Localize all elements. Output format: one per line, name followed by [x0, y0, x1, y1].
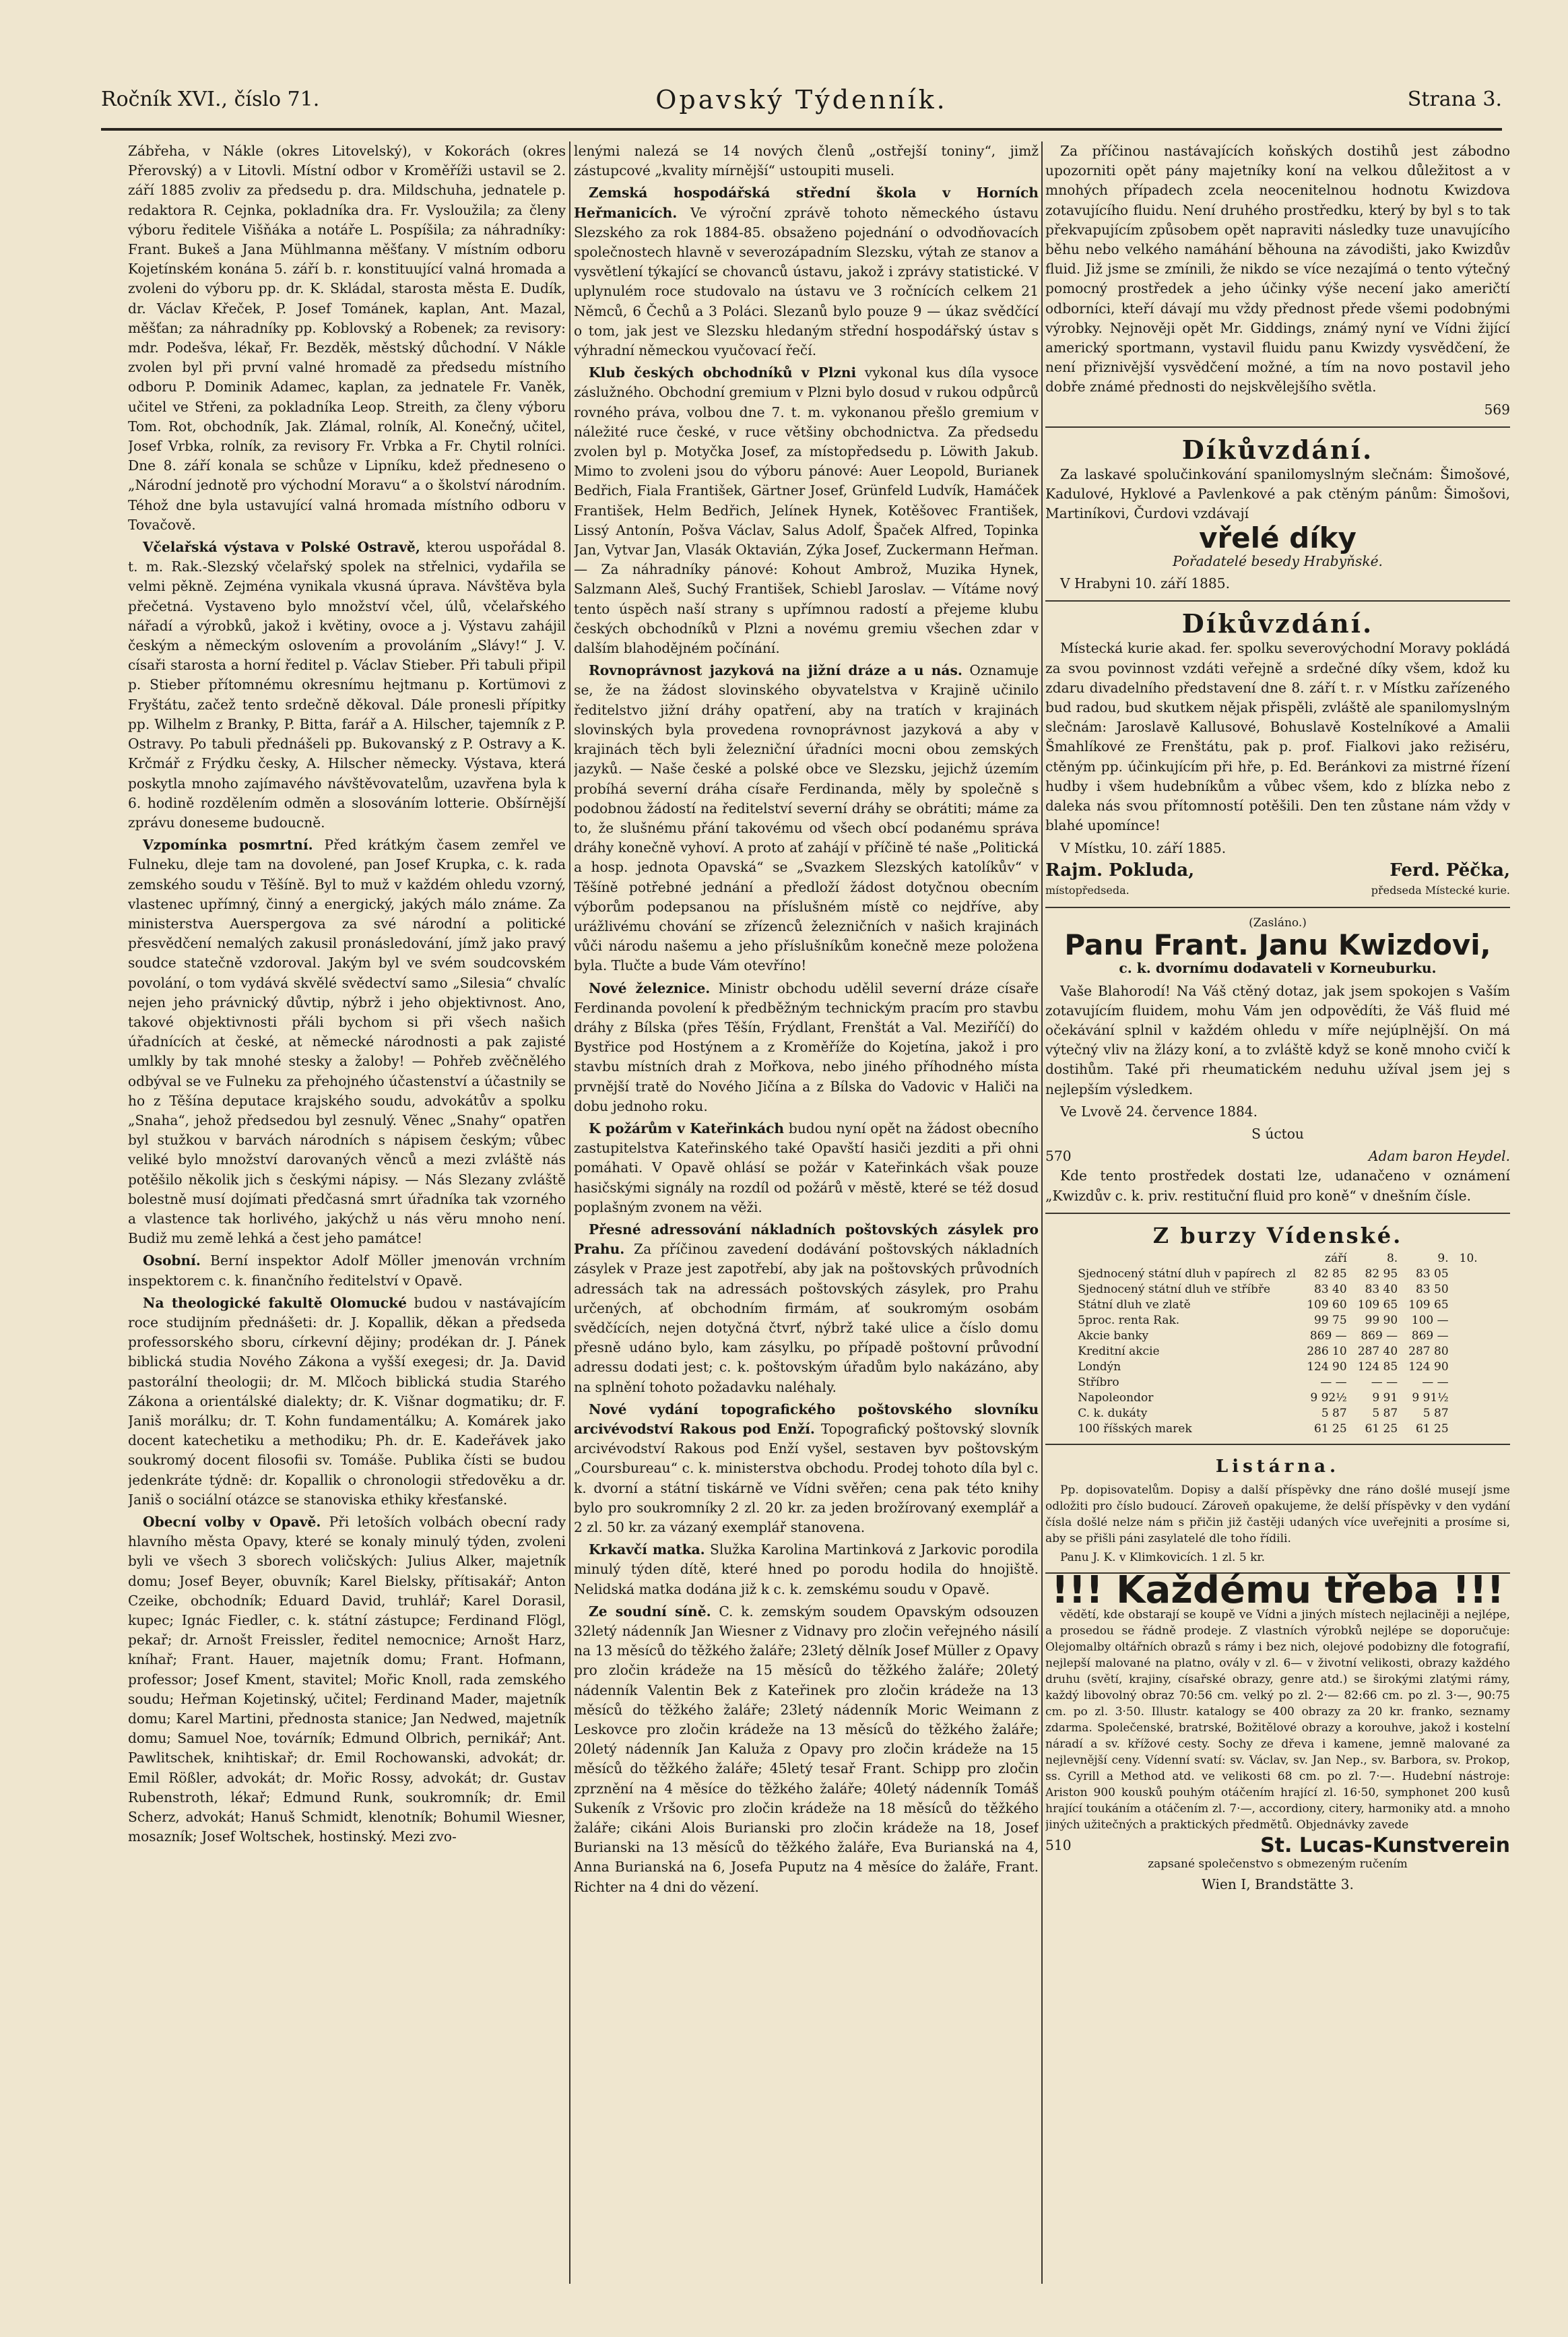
burza-header-cell — [1072, 1251, 1281, 1267]
column-3 — [1045, 141, 1510, 2284]
burza-cell: 61 25 — [1314, 1421, 1347, 1436]
article — [574, 1119, 1039, 1217]
burza-cell: 9 91½ — [1412, 1390, 1449, 1405]
article-heading: Rovnoprávnost jazyková na jižní dráze a u nás. — [589, 662, 962, 679]
article — [128, 538, 566, 833]
burza-cell: 99 75 — [1314, 1313, 1347, 1327]
burza-cell: 9 92½ — [1310, 1390, 1347, 1405]
burza-cell: 83 50 — [1415, 1282, 1449, 1296]
sent-label: (Zasláno.) — [1249, 916, 1307, 930]
article-heading: Nové vydání topografického poštovského slovníku arcivévodství Rakous pod Enží. — [574, 1401, 1039, 1437]
burza-row — [1072, 1267, 1482, 1282]
burza-cell: 5proc. renta Rak. — [1078, 1313, 1180, 1327]
article-heading: Včelařská výstava v Polské Ostravě, — [143, 539, 420, 556]
article — [574, 363, 1039, 658]
article — [128, 1293, 566, 1510]
article-text: Při letoších volbách obecní rady hlavního města Opavy, které se konaly minulý týden, zvoleni byli ve všech 3 sborech voličských: Julius Alker, majetník domu; Josef Beyer, obuvník; Karel Bielsky, přítisakář; Anton Czeike, obchodník; Eduard David, truhlář; Karel Dorasil, kupec; Ignác Fiedler, c. k. státní zástupce; Ferdinand Flögl, pekař; dr. Arnošt Freissler, ředitel nemocnice; Arnošt Harz, kníhař; Frant. Hauer, majetník domu; Frant. Hofmann, professor; Josef Kment, stavitel; Mořic Knoll, rada zemského soudu; Heřman Kojetinský, učitel; Ferdinand Mader, majetník domu; Karel Martini, přednosta stanice; Jan Nedwed, majetník domu; Samuel Noe, továrník; Edmund Olbrich, pernikář; Ant. Pawlitschek, knihtiskař; dr. Emil Rochowanski, advokát; dr. Emil Rößler, advokát; dr. Mořic Rossy, advokát; dr. Gustav Rubenstroth, lékař; Edmund Runk, soukromník; dr. Emil Scherz, advokát; Hanuš Schmidt, klenotník; Bohumil Wiesner, mosazník; Josef Woltschek, hostinský. Mezi zvo- — [128, 1514, 566, 1845]
article-text: Ministr obchodu udělil severní dráze císaře Ferdinanda povolení k předběžným technickým pracím pro stavbu dráhy z Bílska (přes Těšín, Frýdlant, Frenštát a Val. Meziříčí) do Bystřice pod Hostýnem a z Kroměříže do Kojetína, jakož i pro stavbu místních drah z Mořkova, nebo jiného příhodného místa prvnější tratě do Nového Jičína a z Bílska do Vadovic v Haliči na dobu jednoho roku. — [574, 980, 1039, 1114]
burza-row — [1072, 1298, 1482, 1313]
burza-cell: — — — [1371, 1375, 1398, 1389]
burza-row — [1072, 1406, 1482, 1421]
burza-header-row — [1072, 1251, 1482, 1267]
listarna-text: Pp. dopisovatelům. Dopisy a další příspěvky dne ráno došlé musejí jsme odložiti pro číslo budoucí. Zároveň opakujeme, že delší příspěvky v den vydání čísla došlé nelze nám s přičin již častěji udaných více uveřejniti a prosíme si, aby se přišli páni zasylatelé dle toho řídili. — [1045, 1483, 1510, 1546]
burza-row — [1072, 1282, 1482, 1298]
article — [574, 1540, 1039, 1599]
thanks-title: Díkůvzdání. — [1181, 608, 1374, 639]
letter-place: Ve Lvově 24. července 1884. — [1060, 1103, 1258, 1120]
signature-title: předseda Místecké kurie. — [1371, 883, 1510, 897]
burza-cell: Kreditní akcie — [1078, 1344, 1160, 1358]
article-text: budou v nastávajícím roce studijním přednášeti: dr. J. Kopallik, děkan a předseda professorského sboru, církevní dějiny; prodékan dr. J. Pánek biblická studia Nového Zákona a vyšší exegesi; dr. Ja. David pastorální theologii; dr. M. Mlčoch biblická studia Starého Zákona a orientálské dialekty; dr. K. Višnar dogmatiku; dr. F. Janiš morálku; dr. T. Kohn fundamentálku; A. Komárek jako docent katechetiku a methodiku; Ph. dr. E. Kadeřávek jako soukromý docent filosofii sv. Tomáše. Publika čísti se budou jedenkráte týdně: dr. Kopallik o chronologii středověku a dr. Janiš o sociální otázce se stanoviska ethiky křesťanské. — [128, 1294, 566, 1508]
article-text: kterou uspořádal 8. t. m. Rak.-Slezský včelařský spolek na střelnici, vydařila se velmi pěkně. Zejména vynikala vkusná úprava. Návštěva byla přečetná. Vystaveno bylo množství včel, úlů, včelařského nářadí a výrobků, jakož i květiny, ovoce a j. Výstavu zahájil českým a německým oslovením a provoláním „Slávy!“ J. V. císaři starosta a horní ředitel p. Václav Stieber. Při tabuli připil p. Stieber přítomnému okresnímu hejtmanu p. Kortümovi z Fryštátu, začež tento srdečně děkoval. Dále pronesli přípitky pp. Wilhelm z Branky, P. Bitta, farář a A. Hilscher, tajemník z P. Ostravy. Po tabuli přednášeli pp. Bukovanský z P. Ostravy a K. Krčmář z Frýdku česky, A. Hilscher německy. Výstava, která poskytla mnoho zajímavého návštěvovatelům, uzavřena byla k 6. hodině rozdělením odměn a slosováním lotterie. Obšírnější zprávu doneseme budoucně. — [128, 539, 566, 831]
burza-cell: zl — [1286, 1267, 1297, 1281]
burza-cell: Napoleondor — [1078, 1390, 1154, 1405]
burza-cell: — — — [1320, 1375, 1347, 1389]
article-heading: Nové železnice. — [589, 980, 711, 996]
burza-cell: Sjednocený státní dluh v papírech — [1078, 1267, 1276, 1281]
article — [574, 661, 1039, 975]
volume-issue: Ročník XVI., číslo 71. — [101, 88, 320, 111]
burza-cell: Londýn — [1078, 1359, 1121, 1374]
burza-cell: 5 87 — [1423, 1406, 1449, 1420]
page-number: Strana 3. — [1407, 88, 1502, 111]
letter-greeting: S úctou — [1251, 1125, 1304, 1142]
divider — [1045, 426, 1510, 428]
article-heading: K požárům v Kateřinkách — [589, 1120, 785, 1137]
burza-row — [1072, 1328, 1482, 1344]
burza-cell: 61 25 — [1365, 1421, 1398, 1436]
burza-cell: 83 40 — [1365, 1282, 1398, 1296]
column-1 — [128, 141, 566, 2284]
burza-cell: 124 85 — [1357, 1359, 1398, 1374]
letter-title: Panu Frant. Janu Kwizdovi, — [1064, 928, 1491, 962]
article-text: Za příčinou zavedení dodávání poštovských nákladních zásylek v Praze jest zapotřebí, aby jak na poštovských průvodních adressách tak na adressách poštovských zásylek, pro Prahu určených, ať obchodním firmám, ať soukromým osobám svědčících, nejen dotyčná čtvrť, nýbrž také ulice a číslo domu přesně udáno bylo, kam zásylku, po případě poštovní průvodní adressu dodati jest; c. k. poštovským úřadům bylo nakázáno, aby na splnění tohoto požadavku naléhaly. — [574, 1241, 1039, 1395]
burza-row — [1072, 1344, 1482, 1359]
burza-cell — [1281, 1421, 1301, 1437]
burza-row — [1072, 1313, 1482, 1328]
page-header — [101, 81, 1502, 131]
burza-header-cell: 10. — [1459, 1251, 1478, 1265]
burza-cell: 287 40 — [1357, 1344, 1398, 1358]
burza-cell: Sjednocený státní dluh ve stříbře — [1078, 1282, 1271, 1296]
burza-title: Z burzy Vídenské. — [1152, 1222, 1403, 1248]
burza-cell: 109 65 — [1408, 1298, 1449, 1312]
listarna-reply: Panu J. K. v Klimkovicích. 1 zl. 5 kr. — [1060, 1551, 1266, 1565]
article-text: Služka Karolina Martinková z Jarkovic porodila minulý týden dítě, které hned po porodu hodila do hnojiště. Nelidská matka dodána již k c. k. zemskému soudu v Opavě. — [574, 1541, 1039, 1597]
burza-cell: 83 05 — [1415, 1267, 1449, 1281]
thanks-place: V Hrabyni 10. září 1885. — [1060, 575, 1230, 592]
letter-signature: Adam baron Heydel. — [1369, 1148, 1510, 1165]
advert-firm-sub: zapsané společenstvo s obmezeným ručením — [1148, 1857, 1408, 1871]
article-heading: Zemská hospodářská střední škola v Horních Heřmanicích. — [574, 185, 1039, 221]
burza-cell: 100 — — [1411, 1313, 1449, 1327]
article-text: Ve výroční zprávě tohoto německého ústavu Slezského za rok 1884-85. obsaženo pojednání o odvodňovacích společnostech hlavně v severozápadním Slezsku, výtah ze stanov a vysvětlení týkající se chovanců ústavu, jakož i zprávy statistické. V uplynulém roce studovalo na ústavu ve 3 ročnících celkem 21 Němců, 6 Čechů a 3 Poláci. Slezanů bylo pouze 9 — úkaz svědčící o tom, jak jest ve Slezsku hledaným střední hospodářský ústav s výhradní německou vyučovací řečí. — [574, 204, 1039, 359]
ad-number: 510 — [1045, 1837, 1072, 1854]
letter-text: Vaše Blahorodí! Na Váš ctěný dotaz, jak jsem spokojen s Vaším zotavujícím fluidem, mohu Vám jen odpovědíti, že Váš fluid mé očekávání splnil v každém ohledu v míře nejúplnější. On má výtečný vliv na žlázy koní, a to zvláště když se koně mnoho cvičí k dostihům. Také při rheumatickém neduhu užíval jsem jej s nejlepším výsledkem. — [1045, 982, 1510, 1097]
burza-table — [1072, 1251, 1482, 1437]
burza-cell: 124 90 — [1307, 1359, 1347, 1374]
article-text: Oznamuje se, že na žádost slovinského obyvatelstva v Krajině učinilo ředitelstvo jižní dráhy opatření, aby na tratích v krajinách slovinských byla provedena rovnoprávnost jazyková a aby v krajinách těch byli železniční úřadníci mocni obou zemských jazyků. — Naše české a polské obce ve Slezsku, jejichž územím probíhá severní dráha císaře Ferdinanda, měly by společně s podobnou žádostí na ředitelství severní dráhy se obrátiti; máme za to, že slušnému přání takovému od všech obcí podanému správa dráhy konečně vyhoví. A proto ať zahájí v příčině té naše „Politická a hosp. jednota Opavská“ se „Svazkem Slezských katolíkův“ v Těšíně potřebné jednání a předloží žádost dotyčnou obecním výborům podepsanou na příslušném místě co nejdříve, aby urážlivému chování se zřízenců železničních v našich krajinách vůči národu našemu a jeho příslušníkům konečně meze položena byla. Tlučte a bude Vám otevříno! — [574, 662, 1039, 974]
burza-header-cell: 9. — [1437, 1251, 1449, 1265]
column-rule — [569, 141, 570, 2284]
article-text: C. k. zemským soudem Opavským odsouzen 32letý nádenník Jan Wiesner z Vidnavy pro zločin veřejného násilí na 13 měsíců do těžkého žaláře; 23letý dělník Josef Müller z Opavy pro zločin krádeže na 15 měsíců do těžkého žaláře; 20letý nádenník Valentin Bek z Kateřinek pro zločin krádeže na 13 měsíců do těžkého žaláře; 23letý nádenník Moric Weimann z Leskovce pro zločin krádeže na 13 měsíců do těžkého žaláře; 20letý nádenník Jan Kaluža z Opavy pro zločin krádeže na 15 měsíců do těžkého žaláře; 45letý tesař Frant. Schipp pro zločin zprznění na 4 měsíce do těžkého žaláře; 40letý nádenník Tomáš Sukeník z Vršovic pro zločin krádeže na 18 měsíců do těžkého žaláře; cikáni Alois Burianski pro zločin krádeže na 18, Josef Burianski na 13 měsíců do těžkého žaláře, Eva Burianská na 4, Anna Burianská na 6, Josefa Puputz na 4 měsíce do žaláře, Frant. Richter na 4 dni do vězení. — [574, 1603, 1039, 1895]
burza-cell: 61 25 — [1415, 1421, 1449, 1436]
listarna-title: Listárna. — [1215, 1456, 1340, 1477]
burza-cell: 99 90 — [1365, 1313, 1398, 1327]
burza-header-cell: 8. — [1386, 1251, 1398, 1265]
burza-cell: 9 91 — [1372, 1390, 1398, 1405]
column-2 — [574, 141, 1039, 2284]
burza-cell — [1281, 1282, 1301, 1298]
burza-cell: 83 40 — [1314, 1282, 1347, 1296]
article-heading: Krkavčí matka. — [589, 1541, 705, 1558]
burza-cell — [1281, 1375, 1301, 1390]
article-text: Před krátkým časem zemřel ve Fulneku, dleje tam na dovolené, pan Josef Krupka, c. k. rada zemského soudu v Těšíně. Byl to muž v každém ohledu vzorný, vlastenec upřímný, činný a energický, jakých málo známe. Za ministerstva Auerspergova za své národní a politické přesvědčení nemalých zakusil pronásledování, jímž jako pravý soudce statečně vzdoroval. Jakým byl ve svém soudcovském povolání, o tom vydává skvělé svědectví samo „Silesia“ chvalíc nejen jeho právnický důvtip, nýbrž i jeho objektivnost. Ano, takové objektivnosti přáli bychom si při všech našich úřadnících at české, at německé národnosti a pak zajisté umlkly by tak mnohé stesky a žaloby! — Pohřeb zvěčnělého odbýval se ve Fulneku za přehojného účastenství a účastnily se ho z Těšína deputace krajského soudu, advokátův a spolku „Snaha“, jehož předsedou byl zesnulý. Věnec „Snahy“ opatřen byl stužkou v barvách národních s nápisem českým; vůbec veliké bylo množství darovaných věnců a mezi zvláště nás potěšilo několik jich s českými nápisy. — Nás Slezany zvláště bolestně musí dojímati předčasná smrt úřadníka tak vzorného a vlastence tak horlivého, jakýchž u nás věru mnoho není. Budiž mu země lehká a čest jeho památce! — [128, 837, 566, 1247]
burza-cell: 5 87 — [1372, 1406, 1398, 1420]
article-text: lenými nalezá se 14 nových členů „ostřejší toniny“, jimž zástupcové „kvality mírnější“ ustoupiti museli. — [574, 143, 1039, 179]
signature-title: místopředseda. — [1045, 883, 1130, 897]
article-heading: Obecní volby v Opavě. — [143, 1514, 321, 1531]
burza-cell: Státní dluh ve zlatě — [1078, 1298, 1191, 1312]
burza-cell: 287 80 — [1408, 1344, 1449, 1358]
ad-number: 569 — [1484, 401, 1510, 418]
article-text: Zábřeha, v Nákle (okres Litovelský), v Kokorách (okres Přerovský) a v Litovli. Místní odbor v Kroměříži ustavil se 2. září 1885 zvoliv za předsedu p. dra. Mildschuha, jednatele p. redaktora R. Cejnka, pokladníka dra. Fr. Vysloužila; za členy výboru ředitele Višňáka a notáře L. Pospíšila; za náhradníky: Frant. Bukeš a Jana Mühlmanna měšťany. V místním odboru Kojetínském konána 5. září b. r. konstituující valná hromada a zvoleni do výboru pp. dr. K. Skládal, starosta města E. Dudík, dr. Václav Křeček, P. Josef Tománek, kaplan, Ant. Mazal, měšťan; za náhradníky pp. Koblovský a Robenek; za revisory: mdr. Podešva, lékař, Fr. Bezděk, městský důchodní. V Nákle zvolen byl při první valné hromadě za předsedu místního odboru P. Dominik Adamec, kaplan, za jednatele Fr. Vaněk, učitel ve Střeni, za pokladníka Leop. Streith, za členy výboru Tom. Rot, obchodník, Jak. Zlámal, rolník, Al. Konečný, učitel, Josef Vrbka, rolník, za revisory Fr. Vrbka a Fr. Chytil rolníci. Dne 8. září konala se schůze v Lipníku, kdež předneseno o „Národní jednotě pro východní Moravu“ a o školství národním. Téhož dne byla ustavující valná hromada místního odboru v Tovačově. — [128, 143, 566, 533]
thanks-big: vřelé díky — [1199, 521, 1357, 554]
burza-cell — [1281, 1390, 1301, 1406]
divider — [1045, 1213, 1510, 1214]
advert-firm-row — [1045, 1834, 1510, 1858]
advert-title: !!! Každému třeba !!! — [1051, 1568, 1505, 1613]
article-heading: Na theologické fakultě Olomucké — [143, 1294, 407, 1311]
burza-header-cell: září — [1325, 1251, 1347, 1265]
article-text: Berní inspektor Adolf Möller jmenován vrchním inspektorem c. k. finančního ředitelství v Opavě. — [128, 1252, 566, 1289]
burza-cell — [1281, 1328, 1301, 1344]
burza-cell: 100 říšských marek — [1078, 1421, 1192, 1436]
burza-row — [1072, 1375, 1482, 1390]
burza-cell: Stříbro — [1078, 1375, 1119, 1389]
advert-address: Wien I, Brandstätte 3. — [1202, 1876, 1354, 1892]
article — [574, 1602, 1039, 1897]
article — [574, 1220, 1039, 1397]
article-text: budou nyní opět na žádost obecního zastupitelstva Kateřinského také Opavští hasiči jezditi a při ohni pomáhati. V Opavě ohlásí se požár v Kateřinkách však pouze hasičskými signály na rozdíl od požárů v městě, které se též dosud poplašným zvonem na věži. — [574, 1120, 1039, 1215]
burza-cell: 82 95 — [1365, 1267, 1398, 1281]
burza-header-cell — [1281, 1251, 1301, 1267]
burza-row — [1072, 1359, 1482, 1375]
signature: Ferd. Pěčka, — [1390, 860, 1510, 881]
ad-number: 570 — [1045, 1148, 1072, 1165]
advert-firm: St. Lucas-Kunstverein — [1260, 1834, 1510, 1858]
article — [574, 183, 1039, 360]
burza-cell: 5 87 — [1321, 1406, 1347, 1420]
thanks-signature: Pořadatelé besedy Hrabyňské. — [1173, 552, 1383, 569]
burza-row — [1072, 1390, 1482, 1406]
burza-cell: 286 10 — [1307, 1344, 1347, 1358]
burza-cell: Akcie banky — [1078, 1328, 1149, 1343]
burza-cell: — — — [1422, 1375, 1449, 1389]
divider — [1045, 907, 1510, 908]
letter-signature-row — [1045, 1147, 1510, 1166]
burza-cell — [1281, 1313, 1301, 1328]
article — [128, 1251, 566, 1290]
burza-row — [1072, 1421, 1482, 1437]
burza-cell: C. k. dukáty — [1078, 1406, 1148, 1420]
article — [574, 1400, 1039, 1537]
signature-titles — [1045, 881, 1510, 900]
thanks-title: Díkůvzdání. — [1181, 434, 1374, 465]
burza-cell: 869 — — [1361, 1328, 1398, 1343]
burza-cell: 109 65 — [1357, 1298, 1398, 1312]
article-heading: Osobní. — [143, 1252, 201, 1269]
burza-cell — [1281, 1406, 1301, 1421]
article — [128, 835, 566, 1248]
advert-text: vědětí, kde obstarají se koupě ve Vídni a jiných místech nejlaciněji a nejlépe, a prosedou se řádně prodeje. Z vlastních výrobků nejlépe se doporučuje: Olejomalby oltářních obrazů s rámy i bez nich, olejové podobizny dle fotografií, nejlepší malované na platno, ovály v zl. 6— v životní velikosti, obrazy každého druhu (světí, krajiny, císařské obrazy, genre atd.) se širokými zlatými rámy, každý libovolný obraz 70:56 cm. velký po zl. 2·— 82:66 cm. po zl. 3·—, 90:75 cm. po zl. 3·50. Illustr. katalogy se 400 obrazy za 20 kr. franko, seznamy zdarma. Společenské, bratrské, Božitělové obrazy a korouhve, jakož i kostelní náradí a sv. křížové cesty. Sochy ze dřeva i kamene, jemně malované za nejlevnější ceny. Vídenní svatí: sv. Václav, sv. Jan Nep., sv. Barbora, sv. Prokop, ss. Cyrill a Method atd. ve velikosti 68 cm. po zl. 7·—. Hudební nástroje: Ariston 900 kousků pouhým otáčením hrající zl. 16·50, symphonet 200 kusů hrající toukáním a otáčením zl. 7·—, accordiony, citery, harmoniky atd. a mnoho jiných užitečných a praktických předmětů. Objednávky zavede — [1045, 1608, 1510, 1832]
divider — [1045, 600, 1510, 602]
burza-cell: 869 — — [1411, 1328, 1449, 1343]
article-heading: Vzpomínka posmrtní. — [143, 837, 313, 854]
burza-cell: 869 — — [1309, 1328, 1347, 1343]
article-text: Topografický poštovský slovník arcivévodství Rakous pod Enží vyšel, sestaven byv poštovským „Coursbureau“ c. k. ministerstva obchodu. Prodej tohoto díla byl c. k. dvorní a státní tiskárně ve Vídni svěřen; cena pak této knihy bylo pro soukromníky 2 zl. 20 kr. za jeden brožírovaný exemplář a 2 zl. 50 kr. za vázaný exemplář stanovena. — [574, 1421, 1039, 1536]
letter-note: Kde tento prostředek dostati lze, udanačeno v oznámení „Kwizdův c. k. priv. restituční fluid pro koně“ v dnešním čísle. — [1045, 1167, 1510, 1204]
article-heading: Přesné adressování nákladních poštovských zásylek pro Prahu. — [574, 1221, 1039, 1258]
column-rule — [1041, 141, 1043, 2284]
newspaper-title: Opavský Týdenník. — [655, 85, 948, 115]
article — [574, 979, 1039, 1116]
thanks-text: Za laskavé spolučinkování spanilomyslným slečnám: Šimošové, Kadulové, Hyklové a Pavlenkové a pak ctěným pánům: Šimošovi, Martiníkovi, Čurdovi vzdávají — [1045, 466, 1510, 522]
article-text: vykonal kus díla vysoce záslužného. Obchodní gremium v Plzni bylo dosud v rukou odpůrců rovného práva, volbou dne 7. t. m. vykonanou přešlo gremium v náležité ruce české, v ruce většiny obchodnictva. Za předsedu zvolen byl p. Motyčka Josef, za místopředsedu p. Löwith Jakub. Mimo to zvoleni jsou do výboru pánové: Auer Leopold, Burianek Bedřich, Fiala František, Gärtner Josef, Grünfeld Ludvík, Hamáček František, Helm Bedřich, Jelínek Hynek, Kotěšovec František, Lissý Antonín, Pošva Václav, Salus Adolf, Špaček Alfred, Topinka Jan, Vytvar Jan, Vlasák Oktavián, Zýka Josef, Zuckermann Heřman. — Za náhradníky pánové: Kohout Ambrož, Muzika Hynek, Salzmann Aleš, Suchý František, Schiebl Jaroslav. — Vítáme nový tento úspěch naší strany s upřímnou radostí a přejeme klubu českých obchodníků v Plzni a novému gremiu všechen zdar v dalším blahodějném počínání. — [574, 364, 1039, 657]
burza-cell: 82 85 — [1314, 1267, 1347, 1281]
burza-cell — [1281, 1298, 1301, 1313]
thanks-text: Místecká kurie akad. fer. spolku severovýchodní Moravy pokládá za svou povinnost vzdáti veřejně a srdečné díky všem, kdož ku zdaru divadelního představení dne 8. září t. r. v Místku zařízeného bud radou, bud skutkem nějak přispěli, zvláště ale spanilomyslným slečnám: Jaroslavě Kallusové, Bohuslavě Kostelníkové a Amalii Šmahlíkové ze Frenštátu, pak p. prof. Fialkovi jako režiséru, ctěným pp. účinkujícím při hře, p. Ed. Beránkovi za mistrné řízení hudby i všem hudebníkům a vůbec všem, kdo z blízka nebo z daleka nás svou přítomností potěšili. Den ten zůstane nám vždy v blahé upomínce! — [1045, 640, 1510, 834]
burza-cell — [1281, 1344, 1301, 1359]
burza-cell: 124 90 — [1408, 1359, 1449, 1374]
article-text: Za příčinou nastávajících koňských dostihů jest zábodno upozorniti opět pány majetníky koní na velkou důležitost a v mnohých případech zcela neocenitelnou hodnotu Kwizdova zotavujícího fluidu. Není druhého prostředku, který by byl s to tak překvapujícím způsobem opět napraviti následky tuze unavujícího běhu nebo velkého namáhání běhouna na závodišti, jako Kwizdův fluid. Již jsme se zmínili, že nikdo se více nezajímá o tento výtečný pomocný prostředek a jeho účinky výše necení jako američtí odborníci, kteří dávají mu vždy přednost přede všemi podobnými výrobky. Nejnověji opět Mr. Giddings, známý nyní ve Vídni žijící americký sportmann, vystavil fluidu panu Kwizdy vysvědčení, že není přiznivější vysvědčení možné, a tím na novo postavil jeho dobře známé přednosti do nejskvělejšího světla. — [1045, 143, 1510, 395]
article — [128, 1512, 566, 1847]
divider — [1045, 1444, 1510, 1445]
thanks-place: V Místku, 10. září 1885. — [1060, 839, 1227, 856]
burza-cell: 109 60 — [1307, 1298, 1347, 1312]
article-heading: Klub českých obchodníků v Plzni — [589, 364, 857, 381]
signature: Rajm. Pokluda, — [1045, 860, 1195, 881]
article-heading: Ze soudní síně. — [589, 1603, 711, 1620]
signatures — [1045, 861, 1510, 881]
burza-cell — [1281, 1359, 1301, 1375]
letter-subtitle: c. k. dvornímu dodavateli v Korneuburku. — [1119, 960, 1437, 977]
